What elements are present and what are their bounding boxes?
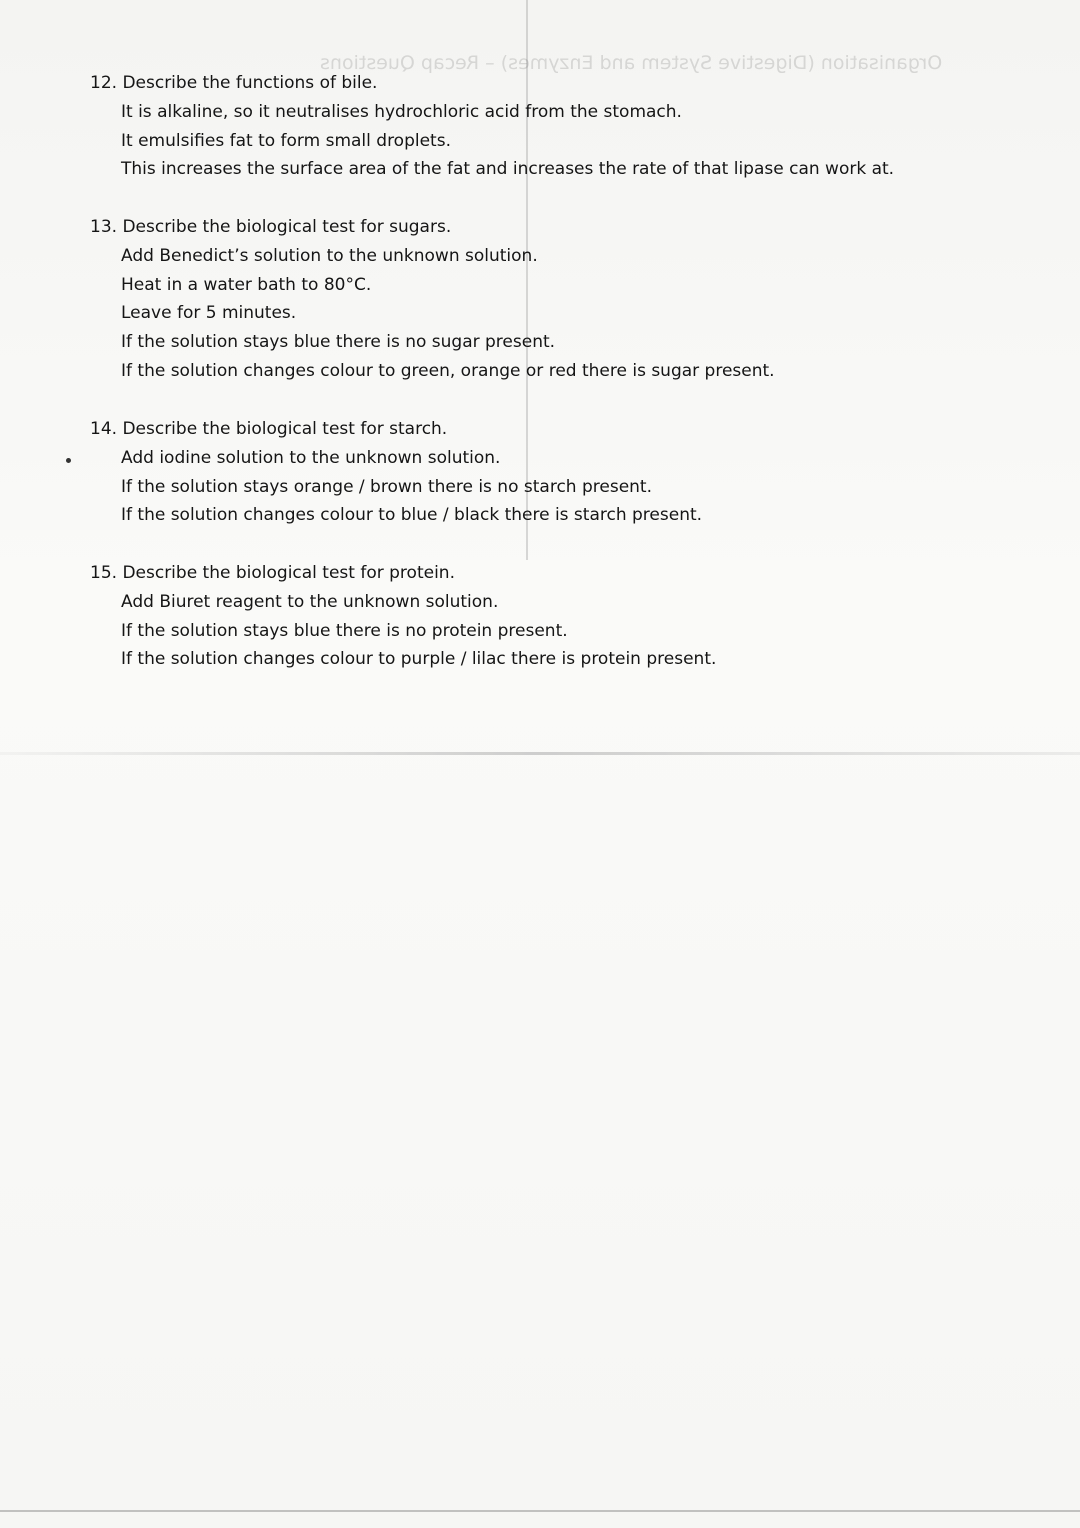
answer-line: Add iodine solution to the unknown solution. (121, 447, 501, 468)
question-15 (90, 559, 716, 674)
answer-line: This increases the surface area of the fat and increases the rate of that lipase can work at. (121, 159, 895, 180)
question-text: 12. Describe the functions of bile. (90, 73, 378, 93)
question-14 (90, 415, 702, 530)
bullet-mark (66, 458, 71, 463)
answer-line: If the solution stays orange / brown there is no starch present. (121, 476, 652, 497)
question-text: 15. Describe the biological test for protein. (90, 563, 455, 583)
horizontal-fold-line (0, 752, 1080, 755)
answer-line: Add Biuret reagent to the unknown solution. (121, 591, 499, 612)
answer-line: Leave for 5 minutes. (121, 303, 297, 324)
answer-line: It is alkaline, so it neutralises hydrochloric acid from the stomach. (121, 101, 682, 122)
answer-line: If the solution changes colour to green, orange or red there is sugar present. (121, 360, 775, 381)
answer-line: If the solution changes colour to purple / lilac there is protein present. (121, 649, 717, 670)
answer-line: Heat in a water bath to 80°C. (121, 274, 372, 295)
answer-line: If the solution stays blue there is no protein present. (121, 620, 568, 641)
answer-line: Add Benedict’s solution to the unknown solution. (121, 245, 538, 266)
answer-line: If the solution stays blue there is no sugar present. (121, 332, 556, 353)
question-12 (90, 69, 894, 184)
answer-line: If the solution changes colour to blue / black there is starch present. (121, 505, 703, 526)
answer-line: It emulsifies fat to form small droplets. (121, 130, 451, 151)
show-through-title: Organisation (Digestive System and Enzymes) – Recap Questions (320, 52, 943, 74)
question-text: 13. Describe the biological test for sugars. (90, 217, 452, 237)
question-13 (90, 213, 775, 386)
bottom-page-edge (0, 1510, 1080, 1512)
question-text: 14. Describe the biological test for starch. (90, 419, 448, 439)
